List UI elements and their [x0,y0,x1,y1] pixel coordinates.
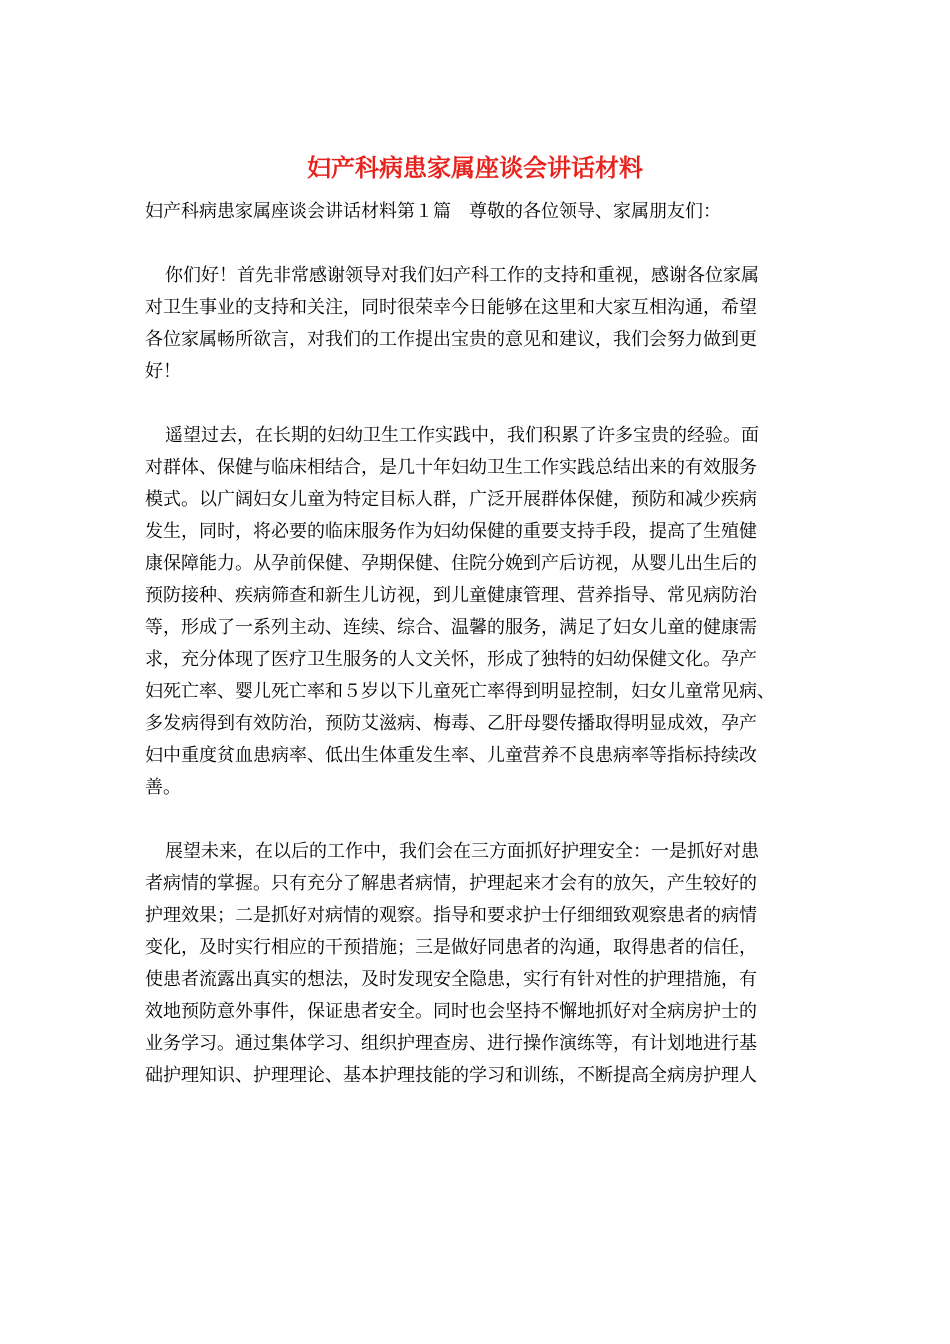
intro-line: 妇产科病患家属座谈会讲话材料第１篇 尊敬的各位领导、家属朋友们： [145,201,721,222]
paragraph-line: 对群体、保健与临床相结合，是几十年妇幼卫生工作实践总结出来的有效服务 [145,457,757,478]
paragraph-line: 护理效果；二是抓好对病情的观察。指导和要求护士仔细细致观察患者的病情 [145,905,757,926]
paragraph-line: 遥望过去，在长期的妇幼卫生工作实践中，我们积累了许多宝贵的经验。面 [165,425,759,446]
paragraph-line: 展望未来，在以后的工作中，我们会在三方面抓好护理安全：一是抓好对患 [165,841,759,862]
paragraph-1 [145,260,807,388]
paragraph-line: 预防接种、疾病筛查和新生儿访视，到儿童健康管理、营养指导、常见病防治 [145,585,757,606]
paragraph-line: 好！ [145,361,181,382]
paragraph-line: 妇死亡率、婴儿死亡率和５岁以下儿童死亡率得到明显控制，妇女儿童常见病、 [145,681,775,702]
paragraph-line: 对卫生事业的支持和关注，同时很荣幸今日能够在这里和大家互相沟通，希望 [145,297,757,318]
paragraph-line: 求，充分体现了医疗卫生服务的人文关怀，形成了独特的妇幼保健文化。孕产 [145,649,757,670]
paragraph-line: 者病情的掌握。只有充分了解患者病情，护理起来才会有的放矢，产生较好的 [145,873,757,894]
paragraph-line: 你们好！首先非常感谢领导对我们妇产科工作的支持和重视，感谢各位家属 [165,265,759,286]
paragraph-line: 业务学习。通过集体学习、组织护理查房、进行操作演练等，有计划地进行基 [145,1033,757,1054]
paragraph-gap [145,228,807,260]
paragraph-line: 各位家属畅所欲言，对我们的工作提出宝贵的意见和建议，我们会努力做到更 [145,329,757,350]
paragraph-line: 使患者流露出真实的想法，及时发现安全隐患，实行有针对性的护理措施，有 [145,969,757,990]
document-title: 妇产科病患家属座谈会讲话材料 [307,153,643,182]
paragraph-line: 模式。以广阔妇女儿童为特定目标人群，广泛开展群体保健，预防和减少疾病 [145,489,757,510]
paragraph-line: 变化，及时实行相应的干预措施；三是做好同患者的沟通，取得患者的信任， [145,937,757,958]
paragraph-line: 妇中重度贫血患病率、低出生体重发生率、儿童营养不良患病率等指标持续改 [145,745,757,766]
paragraph-line: 效地预防意外事件，保证患者安全。同时也会坚持不懈地抓好对全病房护士的 [145,1001,757,1022]
paragraph-line: 多发病得到有效防治，预防艾滋病、梅毒、乙肝母婴传播取得明显成效，孕产 [145,713,757,734]
paragraph-gap [145,804,807,836]
paragraph-gap [145,388,807,420]
paragraph-line: 康保障能力。从孕前保健、孕期保健、住院分娩到产后访视，从婴儿出生后的 [145,553,757,574]
paragraph-line: 发生，同时，将必要的临床服务作为妇幼保健的重要支持手段，提高了生殖健 [145,521,757,542]
paragraph-3 [145,836,807,1092]
paragraph-line: 善。 [145,777,181,798]
document-body [145,196,807,1092]
paragraph-line: 等，形成了一系列主动、连续、综合、温馨的服务，满足了妇女儿童的健康需 [145,617,757,638]
paragraph-2 [145,420,807,804]
paragraph-line: 础护理知识、护理理论、基本护理技能的学习和训练，不断提高全病房护理人 [145,1065,757,1086]
